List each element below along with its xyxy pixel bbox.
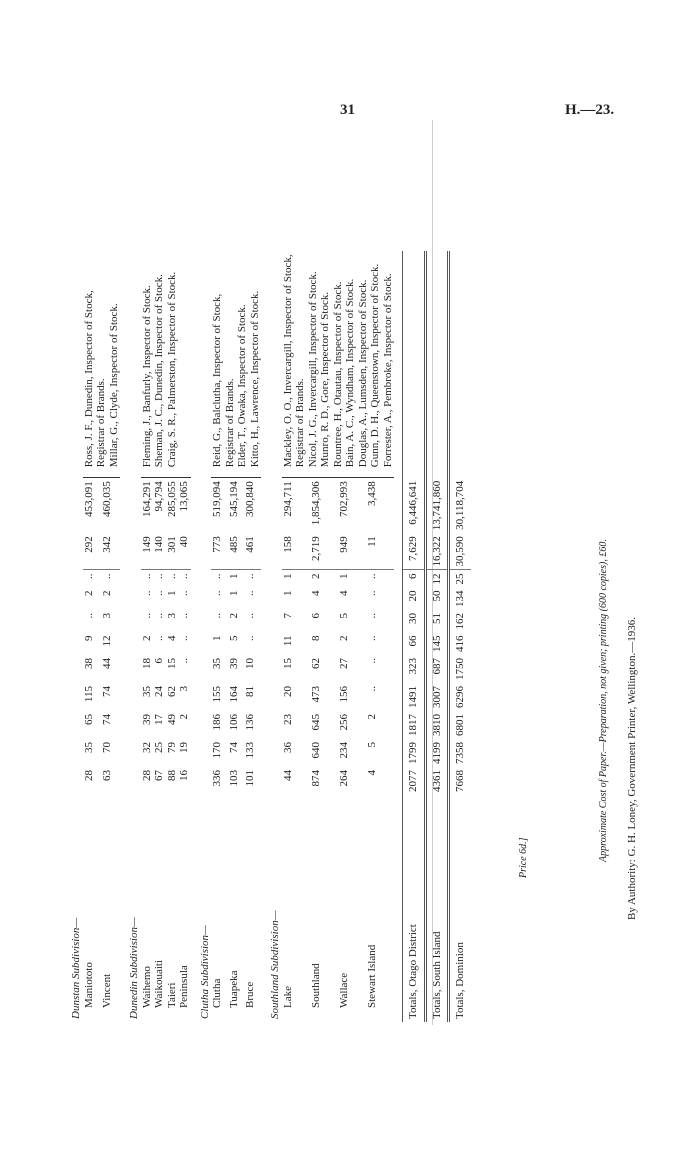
cell: 49 (165, 714, 178, 725)
authority-note: By Authority: G. H. Loney, Government Printer, Wellington.—1936. (626, 617, 638, 920)
cell: 4 (309, 590, 322, 596)
cell: 2 (337, 635, 350, 641)
cell: 2 (227, 613, 240, 619)
cell: 1 (337, 573, 350, 579)
inspector-line: Registrar of Brands. (95, 378, 107, 468)
cell: 453,091 (82, 481, 95, 517)
district-name: Maniototo (82, 962, 95, 1008)
inspector-cell (83, 251, 121, 477)
cell: .. (365, 658, 378, 664)
totals-label: Totals, South Island (425, 795, 449, 1022)
cell: 545,194 (227, 481, 240, 517)
cell: 1 (227, 573, 240, 579)
data-table (70, 251, 471, 1022)
cell: 20 (403, 588, 426, 611)
cell: 101 (244, 770, 257, 787)
district-name: Tuapeka (227, 970, 240, 1008)
subdivision-title: Dunstan Subdivision— (70, 917, 82, 1019)
cell: 35 (140, 686, 153, 697)
cell: 36 (281, 742, 294, 753)
district-name: Southland (309, 963, 322, 1008)
cell: 1,854,306 (309, 481, 322, 526)
cell: 164 (227, 686, 240, 703)
district-name: Peninsula (178, 965, 190, 1008)
cell: 162 (449, 610, 471, 633)
cell: .. (82, 613, 95, 619)
cell: 2077 (403, 767, 426, 795)
totals-row (403, 251, 426, 1022)
cell: 301 (166, 533, 179, 570)
cell: 1 (211, 635, 223, 641)
cell: 11 (281, 635, 294, 647)
cell: 15 (165, 658, 178, 669)
subdivision-title: Southland Subdivision— (269, 910, 281, 1019)
cell: 342 (101, 533, 120, 570)
cell: 44 (101, 658, 114, 669)
cell: 5 (227, 635, 240, 641)
cell: 645 (309, 714, 322, 731)
cell: 79 (165, 742, 178, 753)
cell: 94,794 (153, 481, 165, 512)
cell: .. (153, 635, 165, 641)
cell: .. (178, 658, 190, 664)
cell: .. (178, 590, 190, 596)
spacer-row (191, 251, 199, 1022)
cell: 1750 (449, 655, 471, 683)
cell: 12 (425, 570, 449, 588)
inspector-line: Millar, G., Clyde, Inspector of Stock. (107, 303, 120, 468)
cell: 640 (309, 742, 322, 759)
cell: .. (244, 613, 257, 619)
cell: 687 (425, 655, 449, 683)
spacer-row (261, 251, 269, 1022)
cell: 15 (281, 658, 294, 669)
inspector-cell (211, 251, 261, 477)
cell: 186 (211, 714, 223, 731)
cell: .. (153, 573, 165, 579)
cell: 1491 (403, 683, 426, 711)
cell: 6 (309, 613, 322, 619)
cell: 70 (101, 742, 114, 753)
cell: 25 (449, 570, 471, 588)
cell: .. (178, 573, 190, 579)
cell: 1 (281, 590, 294, 596)
cell: 473 (309, 686, 322, 703)
cell: 145 (425, 633, 449, 656)
cell: 6,446,641 (403, 478, 426, 534)
cell: 134 (449, 588, 471, 611)
cell: 74 (101, 714, 114, 725)
cell: 62 (309, 658, 322, 669)
cell: 158 (282, 533, 310, 570)
cell: .. (140, 573, 153, 579)
cell: .. (244, 635, 257, 641)
cell: 336 (211, 770, 223, 787)
inspector-line: Munro, R. D., Gore, Inspector of Stock. (319, 291, 331, 468)
cell: 63 (101, 770, 114, 781)
cell: 294,711 (281, 481, 294, 517)
inspector-line: Nicol, J. G., Invercargill, Inspector of Stock. (306, 271, 319, 468)
subdivision-title: Clutha Subdivision— (198, 925, 211, 1019)
cell: 11 (366, 533, 394, 570)
cell: 155 (211, 686, 223, 703)
cell: 51 (425, 610, 449, 633)
spacer-row (120, 251, 128, 1022)
cell: 25 (153, 742, 165, 753)
inspector-line: Registrar of Brands. (294, 378, 306, 468)
cell: 115 (82, 686, 95, 703)
cell: .. (153, 590, 165, 596)
cell: 2 (82, 590, 95, 596)
table-row (211, 251, 228, 1022)
cell: .. (365, 573, 378, 579)
district-name: Taieri (165, 982, 178, 1008)
inspector-line: Ross, J. F., Dunedin, Inspector of Stock, (82, 290, 95, 468)
spacer-row (394, 251, 403, 1022)
cell: 12 (101, 635, 114, 647)
cell: 106 (227, 714, 240, 731)
cell: .. (178, 635, 190, 641)
cell: 10 (244, 658, 257, 669)
cell: 874 (309, 770, 322, 787)
cell: 4 (365, 770, 378, 776)
spacer (394, 251, 403, 1022)
cell: 4 (337, 590, 350, 596)
cell: 485 (228, 533, 245, 570)
empty-cell (403, 251, 426, 477)
cell: 949 (338, 533, 366, 570)
cell: 74 (101, 686, 114, 697)
cell: 460,035 (101, 481, 114, 517)
cell: 5 (337, 613, 350, 619)
cell: 6 (153, 658, 165, 664)
district-name: Bruce (244, 981, 257, 1008)
cell: .. (365, 686, 378, 692)
cell: .. (244, 590, 257, 596)
subdivision-title: Dunedin Subdivision— (128, 917, 140, 1019)
page-number: 31 (340, 102, 355, 118)
cell: .. (211, 613, 223, 619)
cell: 18 (140, 658, 153, 669)
cell: .. (165, 573, 178, 579)
cell: 30,118,704 (449, 478, 471, 534)
cell: 1 (227, 590, 240, 596)
cell: 2 (365, 714, 378, 720)
district-name: Lake (281, 986, 294, 1008)
cell: 256 (337, 714, 350, 731)
cell: 39 (227, 658, 240, 669)
cell: 62 (165, 686, 178, 697)
cell: .. (178, 613, 190, 619)
cell: 74 (227, 742, 240, 753)
inspector-line: Craig, S. R., Palmerston, Inspector of Stock. (165, 271, 178, 468)
cell: .. (101, 573, 114, 579)
inspector-line: Douglas, A., Lumsden, Inspector of Stock. (356, 279, 369, 468)
cell: 38 (82, 658, 95, 669)
cell: 4199 (425, 739, 449, 767)
cell: 39 (140, 714, 153, 725)
cell: .. (365, 635, 378, 641)
cell: 1 (165, 590, 178, 596)
cell: 2,719 (310, 533, 338, 570)
stock-returns-table (70, 142, 466, 1022)
cell: 4361 (425, 767, 449, 795)
cell: 136 (244, 714, 257, 731)
inspector-line: Registrar of Brands. (223, 378, 236, 468)
cell: 65 (82, 714, 95, 725)
cell: 773 (211, 533, 228, 570)
cell: 27 (337, 658, 350, 669)
cell: 103 (227, 770, 240, 787)
inspector-line: Bain, A. C., Wyndham, Inspector of Stock. (344, 278, 356, 468)
inspector-line: Kitto, H., Lawrence, Inspector of Stock. (248, 290, 261, 468)
cell: 30 (403, 610, 426, 633)
cell: 461 (244, 533, 261, 570)
cell: 702,993 (337, 481, 350, 517)
cell: 170 (211, 742, 223, 759)
cell: 81 (244, 686, 257, 697)
cell: 1817 (403, 711, 426, 739)
cell: 264 (337, 770, 350, 787)
cell: 7668 (449, 767, 471, 795)
cell: 3 (101, 613, 114, 619)
cell: 30,590 (449, 533, 471, 570)
cell: 7358 (449, 739, 471, 767)
cell: 3810 (425, 711, 449, 739)
totals-row (425, 251, 449, 1022)
cell: 3,438 (365, 481, 378, 506)
district-name: Waihemo (140, 966, 153, 1008)
cell: 20 (281, 686, 294, 697)
cost-note: Approximate Cost of Paper.—Preparation, not given; printing (600 copies), £60. (598, 539, 609, 862)
cell: 6801 (449, 711, 471, 739)
empty-cell (425, 251, 449, 477)
cell: 28 (82, 770, 95, 781)
cell: 23 (281, 714, 294, 725)
cell: .. (211, 573, 223, 579)
cell: 35 (211, 658, 223, 669)
cell: 13,741,860 (425, 478, 449, 534)
cell: 1799 (403, 739, 426, 767)
cell: .. (365, 590, 378, 596)
cell: .. (140, 590, 153, 596)
spacer (120, 251, 128, 1022)
subdivision-heading (269, 251, 282, 1022)
cell: .. (82, 573, 95, 579)
district-name: Waikouaiti (153, 960, 165, 1008)
cell: 24 (153, 686, 165, 697)
inspector-line: Elder, T., Owaka, Inspector of Stock. (236, 304, 248, 468)
cell: 285,055 (165, 481, 178, 517)
cell: 13,065 (178, 481, 190, 512)
district-name: Vincent (101, 973, 114, 1008)
cell: 292 (83, 533, 102, 570)
cell: .. (365, 613, 378, 619)
inspector-line: Sheman, J. C., Dunedin, Inspector of Stock. (153, 274, 165, 468)
cell: 2 (309, 573, 322, 579)
cell: 19 (178, 742, 190, 753)
table-row (141, 251, 154, 1022)
inspector-line: Fleming, J., Banfurly, Inspector of Stock. (140, 285, 153, 468)
cell: 66 (403, 633, 426, 656)
cell: 2 (101, 590, 114, 596)
price-note: Price 6d.] (518, 837, 529, 878)
subdivision-heading (128, 251, 141, 1022)
inspector-cell (141, 251, 191, 477)
cell: 35 (82, 742, 95, 753)
cell: 2 (140, 635, 153, 641)
cell: 164,291 (140, 481, 153, 517)
inspector-line: Gunn, D. H., Queenstown, Inspector of Stock. (369, 263, 381, 468)
cell: .. (153, 613, 165, 619)
cell: 5 (365, 742, 378, 748)
cell: 6 (403, 570, 426, 588)
inspector-cell (282, 251, 395, 477)
spacer (191, 251, 199, 1022)
cell: 32 (140, 742, 153, 753)
cell: 4 (165, 635, 178, 641)
cell: .. (244, 573, 257, 579)
totals-label: Totals, Otago District (403, 795, 426, 1022)
page-code: H.—23. (565, 102, 615, 118)
cell: 44 (281, 770, 294, 781)
cell: 28 (140, 770, 153, 781)
cell: 133 (244, 742, 257, 759)
empty-cell (449, 251, 471, 477)
spacer (261, 251, 269, 1022)
cell: 7 (281, 613, 294, 619)
cell: 8 (309, 635, 322, 641)
subdivision-heading (70, 251, 83, 1022)
cell: 17 (153, 714, 165, 725)
district-name: Wallace (337, 972, 350, 1008)
cell: 7,629 (403, 533, 426, 570)
inspector-line: Rountree, H., Otautau, Inspector of Stock. (331, 281, 344, 468)
cell: .. (211, 590, 223, 596)
cell: 88 (165, 770, 178, 781)
district-name: Stewart Island (365, 944, 378, 1008)
inspector-line: Mackley, O. O., Invercargill, Inspector of Stock, (281, 254, 294, 468)
inspector-line: Reid, G., Balclutha, Inspector of Stock, (211, 293, 223, 468)
table-row (83, 251, 102, 1022)
cell: 1 (281, 573, 294, 579)
cell: 323 (403, 655, 426, 683)
cell: 16,322 (425, 533, 449, 570)
cell: 3007 (425, 683, 449, 711)
cell: 6296 (449, 683, 471, 711)
cell: 519,094 (211, 481, 223, 517)
cell: 9 (82, 635, 95, 641)
cell: 50 (425, 588, 449, 611)
table-row (282, 251, 310, 1022)
cell: 2 (178, 714, 190, 720)
cell: 140 (153, 533, 166, 570)
subdivision-heading (199, 251, 212, 1022)
cell: 16 (178, 770, 190, 781)
inspector-line: Forrester, A., Pembroke, Inspector of Stock. (381, 273, 394, 468)
cell: 300,840 (244, 481, 257, 517)
district-name: Clutha (211, 978, 223, 1008)
cell: 156 (337, 686, 350, 703)
cell: 40 (178, 533, 191, 570)
cell: 416 (449, 633, 471, 656)
totals-label: Totals, Dominion (449, 795, 471, 1022)
cell: 3 (178, 686, 190, 692)
totals-row (449, 251, 471, 1022)
cell: 3 (165, 613, 178, 619)
cell: 67 (153, 770, 165, 781)
cell: 149 (141, 533, 154, 570)
cell: .. (140, 613, 153, 619)
cell: 234 (337, 742, 350, 759)
